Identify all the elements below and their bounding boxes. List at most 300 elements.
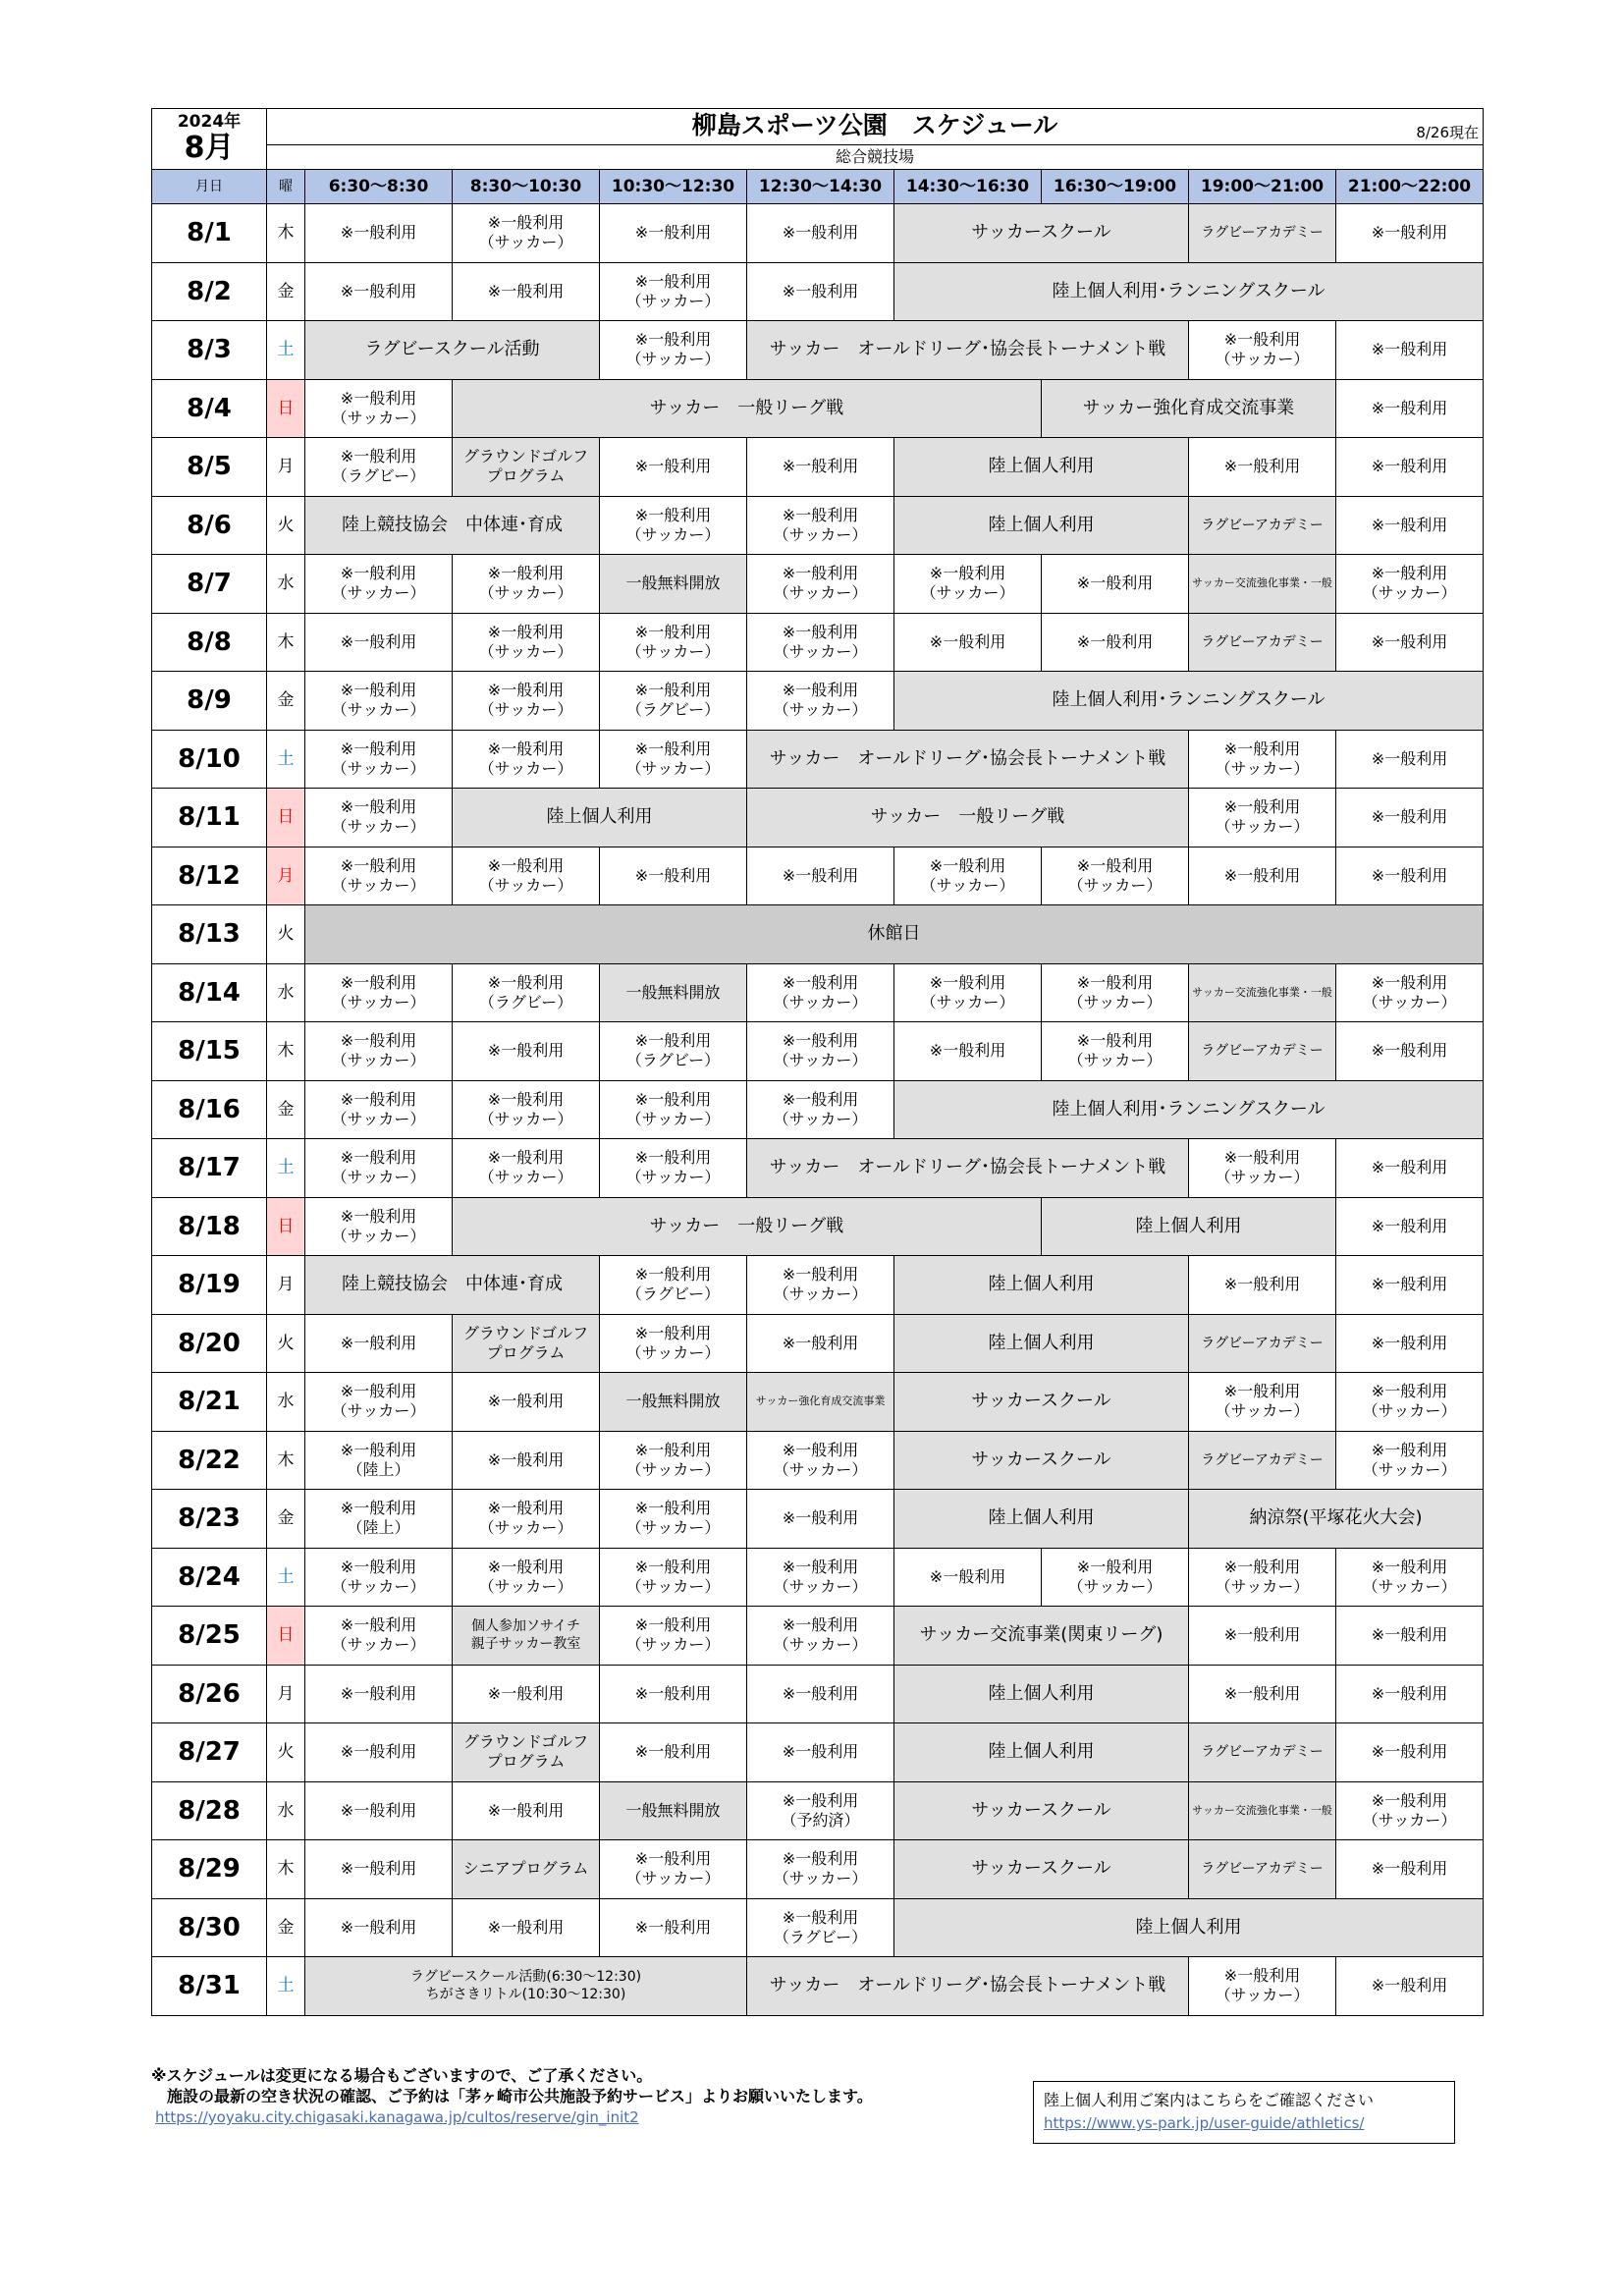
schedule-cell: ※一般利用 （サッカー）	[747, 1256, 894, 1315]
weekday-cell: 日	[267, 379, 305, 438]
schedule-cell: グラウンドゴルフ プログラム	[453, 1314, 600, 1373]
schedule-cell: ※一般利用 （サッカー）	[305, 1139, 453, 1198]
date-cell: 8/1	[152, 204, 267, 263]
weekday-cell: 木	[267, 1431, 305, 1490]
table-row	[152, 438, 1484, 497]
table-row	[152, 730, 1484, 789]
schedule-sheet	[151, 108, 1483, 2016]
table-row	[152, 1080, 1484, 1139]
col-header-slot: 8:30〜10:30	[453, 170, 600, 204]
table-row	[152, 905, 1484, 964]
schedule-cell: 陸上個人利用･ランニングスクール	[894, 672, 1484, 731]
schedule-cell: ※一般利用 （サッカー）	[747, 555, 894, 614]
date-cell: 8/30	[152, 1898, 267, 1957]
schedule-cell: ※一般利用 （サッカー）	[305, 789, 453, 847]
weekday-cell: 火	[267, 1314, 305, 1373]
schedule-cell: ※一般利用 （サッカー）	[305, 730, 453, 789]
col-header-slot: 16:30〜19:00	[1042, 170, 1189, 204]
table-row	[152, 1607, 1484, 1666]
date-cell: 8/15	[152, 1022, 267, 1081]
schedule-cell: ※一般利用 （サッカー）	[1189, 1373, 1336, 1432]
schedule-cell: ※一般利用 （サッカー）	[453, 555, 600, 614]
date-cell: 8/31	[152, 1957, 267, 2016]
schedule-cell: ※一般利用 （サッカー）	[1336, 1781, 1484, 1840]
venue-label: 総合競技場	[267, 145, 1484, 170]
date-cell: 8/17	[152, 1139, 267, 1198]
weekday-cell: 金	[267, 1898, 305, 1957]
schedule-cell: ※一般利用 （サッカー）	[305, 847, 453, 905]
athletics-info-link[interactable]: https://www.ys-park.jp/user-guide/athletics/	[1044, 2114, 1365, 2132]
schedule-cell: サッカースクール	[894, 1781, 1189, 1840]
schedule-cell: ※一般利用 （サッカー）	[747, 1607, 894, 1666]
col-header-date: 月日	[152, 170, 267, 204]
table-row	[152, 379, 1484, 438]
schedule-cell: 一般無料開放	[600, 1373, 747, 1432]
schedule-cell: ※一般利用 （サッカー）	[305, 1080, 453, 1139]
schedule-cell: ラグビースクール活動	[305, 321, 600, 380]
schedule-cell: ※一般利用 （サッカー）	[305, 555, 453, 614]
table-row	[152, 1723, 1484, 1782]
schedule-cell: ※一般利用 （サッカー）	[453, 730, 600, 789]
weekday-cell: 火	[267, 905, 305, 964]
schedule-cell: ※一般利用	[1336, 1665, 1484, 1723]
table-row	[152, 1781, 1484, 1840]
schedule-cell: ※一般利用	[600, 1723, 747, 1782]
weekday-cell: 日	[267, 789, 305, 847]
schedule-cell: サッカー強化育成交流事業	[747, 1373, 894, 1432]
weekday-cell: 金	[267, 1490, 305, 1549]
schedule-cell: ※一般利用 （サッカー）	[1189, 321, 1336, 380]
table-row	[152, 1139, 1484, 1198]
schedule-cell: ※一般利用 （サッカー）	[453, 847, 600, 905]
col-header-slot: 21:00〜22:00	[1336, 170, 1484, 204]
schedule-cell: ※一般利用 （ラグビー）	[305, 438, 453, 497]
schedule-cell: 陸上個人利用	[1042, 1197, 1336, 1256]
schedule-cell: ※一般利用 （サッカー）	[747, 1431, 894, 1490]
schedule-cell: ※一般利用	[305, 262, 453, 321]
schedule-cell: ラグビーアカデミー	[1189, 1022, 1336, 1081]
schedule-cell: ※一般利用	[747, 1723, 894, 1782]
col-header-slot: 19:00〜21:00	[1189, 170, 1336, 204]
date-cell: 8/26	[152, 1665, 267, 1723]
schedule-cell: サッカースクール	[894, 1431, 1189, 1490]
schedule-cell: ※一般利用	[747, 1490, 894, 1549]
weekday-cell: 水	[267, 1781, 305, 1840]
schedule-cell: ※一般利用 （サッカー）	[600, 1431, 747, 1490]
schedule-cell: サッカー交流強化事業・一般	[1189, 963, 1336, 1022]
schedule-cell: ※一般利用 （サッカー）	[1336, 1548, 1484, 1607]
schedule-cell: 陸上個人利用	[453, 789, 747, 847]
schedule-cell: サッカースクール	[894, 1373, 1189, 1432]
schedule-cell: ※一般利用	[1336, 1197, 1484, 1256]
schedule-cell: ※一般利用 （サッカー）	[453, 1490, 600, 1549]
table-row	[152, 204, 1484, 263]
schedule-cell: ※一般利用	[305, 1723, 453, 1782]
table-row	[152, 789, 1484, 847]
schedule-cell: ※一般利用 （サッカー）	[600, 1314, 747, 1373]
as-of-date: 8/26現在	[1416, 124, 1480, 141]
schedule-cell: ※一般利用 （サッカー）	[747, 963, 894, 1022]
date-cell: 8/19	[152, 1256, 267, 1315]
weekday-cell: 火	[267, 1723, 305, 1782]
schedule-cell: 陸上個人利用	[894, 496, 1189, 555]
schedule-cell: ※一般利用 （サッカー）	[1336, 1431, 1484, 1490]
table-row	[152, 847, 1484, 905]
table-row	[152, 262, 1484, 321]
schedule-cell: 一般無料開放	[600, 963, 747, 1022]
schedule-cell: ※一般利用 （サッカー）	[453, 672, 600, 731]
weekday-cell: 土	[267, 1548, 305, 1607]
schedule-cell: ※一般利用 （ラグビー）	[600, 1256, 747, 1315]
weekday-cell: 金	[267, 672, 305, 731]
table-row	[152, 963, 1484, 1022]
schedule-cell: ラグビーアカデミー	[1189, 613, 1336, 672]
schedule-cell: ※一般利用 （サッカー）	[600, 1840, 747, 1899]
schedule-cell: ※一般利用	[305, 204, 453, 263]
schedule-cell: サッカー オールドリーグ･協会長トーナメント戦	[747, 730, 1189, 789]
schedule-cell: ※一般利用	[1336, 613, 1484, 672]
schedule-cell: ラグビーアカデミー	[1189, 204, 1336, 263]
table-row	[152, 613, 1484, 672]
schedule-cell: サッカー交流強化事業・一般	[1189, 555, 1336, 614]
schedule-cell: ※一般利用	[453, 1022, 600, 1081]
table-row	[152, 1431, 1484, 1490]
date-cell: 8/11	[152, 789, 267, 847]
date-cell: 8/29	[152, 1840, 267, 1899]
schedule-cell: ※一般利用 （サッカー）	[305, 963, 453, 1022]
weekday-cell: 木	[267, 1022, 305, 1081]
schedule-cell: ※一般利用	[894, 1022, 1042, 1081]
schedule-cell: ※一般利用	[600, 438, 747, 497]
schedule-cell: ※一般利用	[1336, 1139, 1484, 1198]
schedule-cell: ※一般利用	[1189, 1665, 1336, 1723]
schedule-cell: ※一般利用 （サッカー）	[453, 1080, 600, 1139]
schedule-cell: ※一般利用	[747, 847, 894, 905]
schedule-cell: ※一般利用	[747, 438, 894, 497]
schedule-cell: ※一般利用	[600, 847, 747, 905]
schedule-cell: ※一般利用	[747, 1314, 894, 1373]
weekday-cell: 木	[267, 204, 305, 263]
col-header-slot: 12:30〜14:30	[747, 170, 894, 204]
table-row	[152, 1490, 1484, 1549]
date-cell: 8/23	[152, 1490, 267, 1549]
schedule-cell: ※一般利用	[305, 1840, 453, 1899]
schedule-cell: ※一般利用	[453, 1898, 600, 1957]
schedule-cell: ※一般利用 （陸上）	[305, 1431, 453, 1490]
schedule-cell: ※一般利用	[1189, 847, 1336, 905]
schedule-cell: ※一般利用 （ラグビー）	[600, 672, 747, 731]
date-cell: 8/27	[152, 1723, 267, 1782]
schedule-cell: ※一般利用	[453, 1431, 600, 1490]
schedule-cell: ※一般利用 （サッカー）	[1042, 1548, 1189, 1607]
schedule-cell: ※一般利用 （サッカー）	[600, 1607, 747, 1666]
schedule-cell: ※一般利用 （サッカー）	[453, 1548, 600, 1607]
schedule-cell: ラグビーアカデミー	[1189, 1431, 1336, 1490]
date-cell: 8/3	[152, 321, 267, 380]
schedule-cell: ※一般利用 （サッカー）	[600, 262, 747, 321]
schedule-cell: ※一般利用	[305, 1665, 453, 1723]
schedule-cell: ※一般利用	[1336, 1607, 1484, 1666]
date-cell: 8/22	[152, 1431, 267, 1490]
schedule-cell: ※一般利用	[1336, 1256, 1484, 1315]
date-cell: 8/9	[152, 672, 267, 731]
schedule-cell: ※一般利用	[453, 1665, 600, 1723]
schedule-cell: ※一般利用	[1336, 1957, 1484, 2016]
schedule-cell: ※一般利用	[1042, 555, 1189, 614]
col-header-slot: 6:30〜8:30	[305, 170, 453, 204]
year-label: 2024年	[177, 111, 242, 132]
schedule-cell: ※一般利用	[1336, 847, 1484, 905]
date-cell: 8/24	[152, 1548, 267, 1607]
schedule-cell: ※一般利用 （サッカー）	[894, 963, 1042, 1022]
schedule-cell: ※一般利用	[1336, 496, 1484, 555]
col-header-slot: 10:30〜12:30	[600, 170, 747, 204]
table-row	[152, 321, 1484, 380]
schedule-cell: ※一般利用 （サッカー）	[600, 613, 747, 672]
schedule-cell: サッカー交流事業(関東リーグ)	[894, 1607, 1189, 1666]
schedule-cell: ※一般利用	[1189, 1256, 1336, 1315]
weekday-cell: 水	[267, 555, 305, 614]
weekday-cell: 日	[267, 1607, 305, 1666]
schedule-cell: グラウンドゴルフ プログラム	[453, 438, 600, 497]
schedule-cell: ※一般利用	[1336, 1723, 1484, 1782]
schedule-cell: ※一般利用	[453, 1373, 600, 1432]
date-cell: 8/14	[152, 963, 267, 1022]
weekday-cell: 月	[267, 1665, 305, 1723]
schedule-cell: 陸上個人利用	[894, 1314, 1189, 1373]
schedule-cell: 納涼祭(平塚花火大会)	[1189, 1490, 1484, 1549]
schedule-cell: ※一般利用 （サッカー）	[305, 1022, 453, 1081]
schedule-cell: ※一般利用	[1336, 730, 1484, 789]
schedule-cell: ※一般利用 （ラグビー）	[747, 1898, 894, 1957]
schedule-cell: 陸上個人利用	[894, 438, 1189, 497]
schedule-cell: ※一般利用 （サッカー）	[1042, 1022, 1189, 1081]
col-header-slot: 14:30〜16:30	[894, 170, 1042, 204]
schedule-cell: 陸上個人利用	[894, 1256, 1189, 1315]
weekday-cell: 木	[267, 613, 305, 672]
schedule-cell: ※一般利用	[1336, 1022, 1484, 1081]
schedule-cell: グラウンドゴルフ プログラム	[453, 1723, 600, 1782]
schedule-cell: ラグビーアカデミー	[1189, 496, 1336, 555]
schedule-cell: ※一般利用 （サッカー）	[600, 321, 747, 380]
schedule-table	[151, 108, 1484, 2016]
schedule-cell: ※一般利用 （サッカー）	[453, 613, 600, 672]
schedule-cell: 陸上競技協会 中体連･育成	[305, 1256, 600, 1315]
schedule-cell: ※一般利用 （サッカー）	[600, 1490, 747, 1549]
weekday-cell: 土	[267, 1957, 305, 2016]
date-cell: 8/13	[152, 905, 267, 964]
schedule-cell: ※一般利用	[600, 1665, 747, 1723]
schedule-cell: ※一般利用	[747, 262, 894, 321]
schedule-cell: サッカー オールドリーグ･協会長トーナメント戦	[747, 321, 1189, 380]
schedule-cell: ※一般利用 （サッカー）	[1042, 847, 1189, 905]
schedule-cell: ※一般利用	[1189, 438, 1336, 497]
schedule-cell: ※一般利用 （サッカー）	[600, 1139, 747, 1198]
schedule-cell: ※一般利用 （サッカー）	[1189, 730, 1336, 789]
schedule-cell: ラグビーアカデミー	[1189, 1840, 1336, 1899]
schedule-cell: 一般無料開放	[600, 555, 747, 614]
date-cell: 8/8	[152, 613, 267, 672]
schedule-cell: ※一般利用	[1042, 613, 1189, 672]
reservation-link[interactable]: https://yoyaku.city.chigasaki.kanagawa.jp/cultos/reserve/gin_init2	[155, 2108, 639, 2126]
schedule-cell: ※一般利用	[305, 1781, 453, 1840]
table-row	[152, 1373, 1484, 1432]
date-cell: 8/10	[152, 730, 267, 789]
weekday-cell: 木	[267, 1840, 305, 1899]
date-cell: 8/18	[152, 1197, 267, 1256]
page-title: 柳島スポーツ公園 スケジュール	[691, 110, 1058, 139]
schedule-cell: ※一般利用	[747, 204, 894, 263]
column-header-row	[152, 170, 1484, 204]
schedule-cell: サッカースクール	[894, 1840, 1189, 1899]
schedule-cell: ※一般利用 （サッカー）	[600, 1548, 747, 1607]
footer-note	[151, 2065, 1035, 2106]
table-row	[152, 672, 1484, 731]
schedule-cell: 一般無料開放	[600, 1781, 747, 1840]
schedule-cell: 陸上個人利用	[894, 1723, 1189, 1782]
schedule-cell: サッカー オールドリーグ･協会長トーナメント戦	[747, 1957, 1189, 2016]
schedule-cell: ※一般利用 （サッカー）	[1189, 1548, 1336, 1607]
table-row	[152, 1840, 1484, 1899]
schedule-cell: ラグビースクール活動(6:30〜12:30) ちがさきリトル(10:30〜12:30)	[305, 1957, 747, 2016]
date-cell: 8/12	[152, 847, 267, 905]
weekday-cell: 土	[267, 321, 305, 380]
schedule-cell: ※一般利用 （サッカー）	[600, 730, 747, 789]
athletics-info-label: 陸上個人利用ご案内はこちらをご確認ください	[1044, 2091, 1375, 2109]
weekday-cell: 金	[267, 1080, 305, 1139]
schedule-cell: ※一般利用 （サッカー）	[1189, 1957, 1336, 2016]
weekday-cell: 月	[267, 438, 305, 497]
table-row	[152, 1548, 1484, 1607]
date-cell: 8/7	[152, 555, 267, 614]
schedule-cell: ※一般利用 （サッカー）	[747, 1022, 894, 1081]
schedule-cell: 陸上個人利用	[894, 1898, 1484, 1957]
schedule-cell: 陸上個人利用	[894, 1490, 1189, 1549]
schedule-cell: ※一般利用 （サッカー）	[747, 496, 894, 555]
schedule-cell: サッカー 一般リーグ戦	[747, 789, 1189, 847]
schedule-cell: 陸上個人利用･ランニングスクール	[894, 262, 1484, 321]
schedule-cell: ※一般利用 （サッカー）	[305, 672, 453, 731]
schedule-cell: ※一般利用 （サッカー）	[894, 555, 1042, 614]
date-cell: 8/5	[152, 438, 267, 497]
weekday-cell: 土	[267, 1139, 305, 1198]
schedule-cell: ※一般利用 （サッカー）	[1336, 963, 1484, 1022]
schedule-cell: ※一般利用 （サッカー）	[305, 1197, 453, 1256]
schedule-cell: ※一般利用	[305, 613, 453, 672]
weekday-cell: 水	[267, 963, 305, 1022]
table-row	[152, 1957, 1484, 2016]
schedule-cell: ※一般利用	[1336, 379, 1484, 438]
athletics-info-box	[1033, 2081, 1455, 2144]
schedule-cell: ※一般利用	[1336, 321, 1484, 380]
table-row	[152, 496, 1484, 555]
table-row	[152, 555, 1484, 614]
schedule-cell: ※一般利用 （ラグビー）	[600, 1022, 747, 1081]
schedule-cell: ※一般利用 （サッカー）	[1336, 1373, 1484, 1432]
schedule-cell: ※一般利用	[1336, 438, 1484, 497]
date-cell: 8/28	[152, 1781, 267, 1840]
weekday-cell: 水	[267, 1373, 305, 1432]
schedule-cell: 陸上個人利用	[894, 1665, 1189, 1723]
weekday-cell: 金	[267, 262, 305, 321]
schedule-cell: ※一般利用	[600, 204, 747, 263]
schedule-cell: ※一般利用	[305, 1314, 453, 1373]
weekday-cell: 火	[267, 496, 305, 555]
schedule-cell: ※一般利用 （サッカー）	[305, 379, 453, 438]
schedule-cell: ※一般利用 （サッカー）	[747, 672, 894, 731]
schedule-cell: ※一般利用	[1189, 1607, 1336, 1666]
table-row	[152, 1665, 1484, 1723]
year-month-cell	[152, 109, 267, 170]
schedule-cell: シニアプログラム	[453, 1840, 600, 1899]
schedule-cell: ※一般利用 （サッカー）	[1189, 1139, 1336, 1198]
schedule-cell: ラグビーアカデミー	[1189, 1314, 1336, 1373]
schedule-cell: ※一般利用 （サッカー）	[305, 1607, 453, 1666]
schedule-cell: ※一般利用 （サッカー）	[1336, 555, 1484, 614]
schedule-cell: ※一般利用 （陸上）	[305, 1490, 453, 1549]
title-cell	[267, 109, 1484, 145]
schedule-cell: ※一般利用 （サッカー）	[600, 1080, 747, 1139]
schedule-cell: ※一般利用	[600, 1898, 747, 1957]
schedule-cell: サッカー交流強化事業・一般	[1189, 1781, 1336, 1840]
date-cell: 8/20	[152, 1314, 267, 1373]
schedule-cell: ※一般利用	[1336, 1314, 1484, 1373]
date-cell: 8/4	[152, 379, 267, 438]
schedule-cell: ※一般利用	[1336, 1840, 1484, 1899]
schedule-cell: ※一般利用 （予約済）	[747, 1781, 894, 1840]
note-line-1: ※スケジュールは変更になる場合もございますので、ご了承ください。	[151, 2066, 653, 2085]
schedule-cell: ※一般利用	[305, 1898, 453, 1957]
schedule-cell: ※一般利用	[894, 613, 1042, 672]
schedule-cell: ※一般利用 （サッカー）	[747, 1548, 894, 1607]
schedule-cell: ※一般利用	[1336, 204, 1484, 263]
schedule-cell: ※一般利用	[1336, 789, 1484, 847]
schedule-cell: ※一般利用 （サッカー）	[1189, 789, 1336, 847]
schedule-cell: 個人参加ソサイチ 親子サッカー教室	[453, 1607, 600, 1666]
weekday-cell: 月	[267, 1256, 305, 1315]
table-row	[152, 1022, 1484, 1081]
schedule-cell: ※一般利用	[894, 1548, 1042, 1607]
schedule-cell: ※一般利用 （ラグビー）	[453, 963, 600, 1022]
schedule-cell: ※一般利用 （サッカー）	[305, 1373, 453, 1432]
schedule-cell: ※一般利用 （サッカー）	[1042, 963, 1189, 1022]
table-row	[152, 1314, 1484, 1373]
schedule-cell: サッカー強化育成交流事業	[1042, 379, 1336, 438]
schedule-cell: ※一般利用 （サッカー）	[894, 847, 1042, 905]
weekday-cell: 日	[267, 1197, 305, 1256]
table-row	[152, 1898, 1484, 1957]
schedule-cell: ※一般利用	[747, 1665, 894, 1723]
note-line-2: 施設の最新の空き状況の確認、ご予約は「茅ヶ崎市公共施設予約サービス」よりお願いいたします。	[167, 2087, 873, 2105]
date-cell: 8/6	[152, 496, 267, 555]
schedule-cell: ※一般利用	[453, 1781, 600, 1840]
schedule-cell: ラグビーアカデミー	[1189, 1723, 1336, 1782]
schedule-cell: ※一般利用 （サッカー）	[453, 204, 600, 263]
schedule-cell: 陸上競技協会 中体連･育成	[305, 496, 600, 555]
schedule-cell: サッカースクール	[894, 204, 1189, 263]
weekday-cell: 月	[267, 847, 305, 905]
schedule-cell: ※一般利用 （サッカー）	[747, 613, 894, 672]
schedule-cell: サッカー 一般リーグ戦	[453, 379, 1042, 438]
date-cell: 8/16	[152, 1080, 267, 1139]
date-cell: 8/2	[152, 262, 267, 321]
schedule-cell: ※一般利用 （サッカー）	[305, 1548, 453, 1607]
schedule-cell: ※一般利用 （サッカー）	[747, 1080, 894, 1139]
month-label: 8月	[184, 130, 235, 165]
table-row	[152, 1256, 1484, 1315]
schedule-cell: サッカー 一般リーグ戦	[453, 1197, 1042, 1256]
date-cell: 8/25	[152, 1607, 267, 1666]
